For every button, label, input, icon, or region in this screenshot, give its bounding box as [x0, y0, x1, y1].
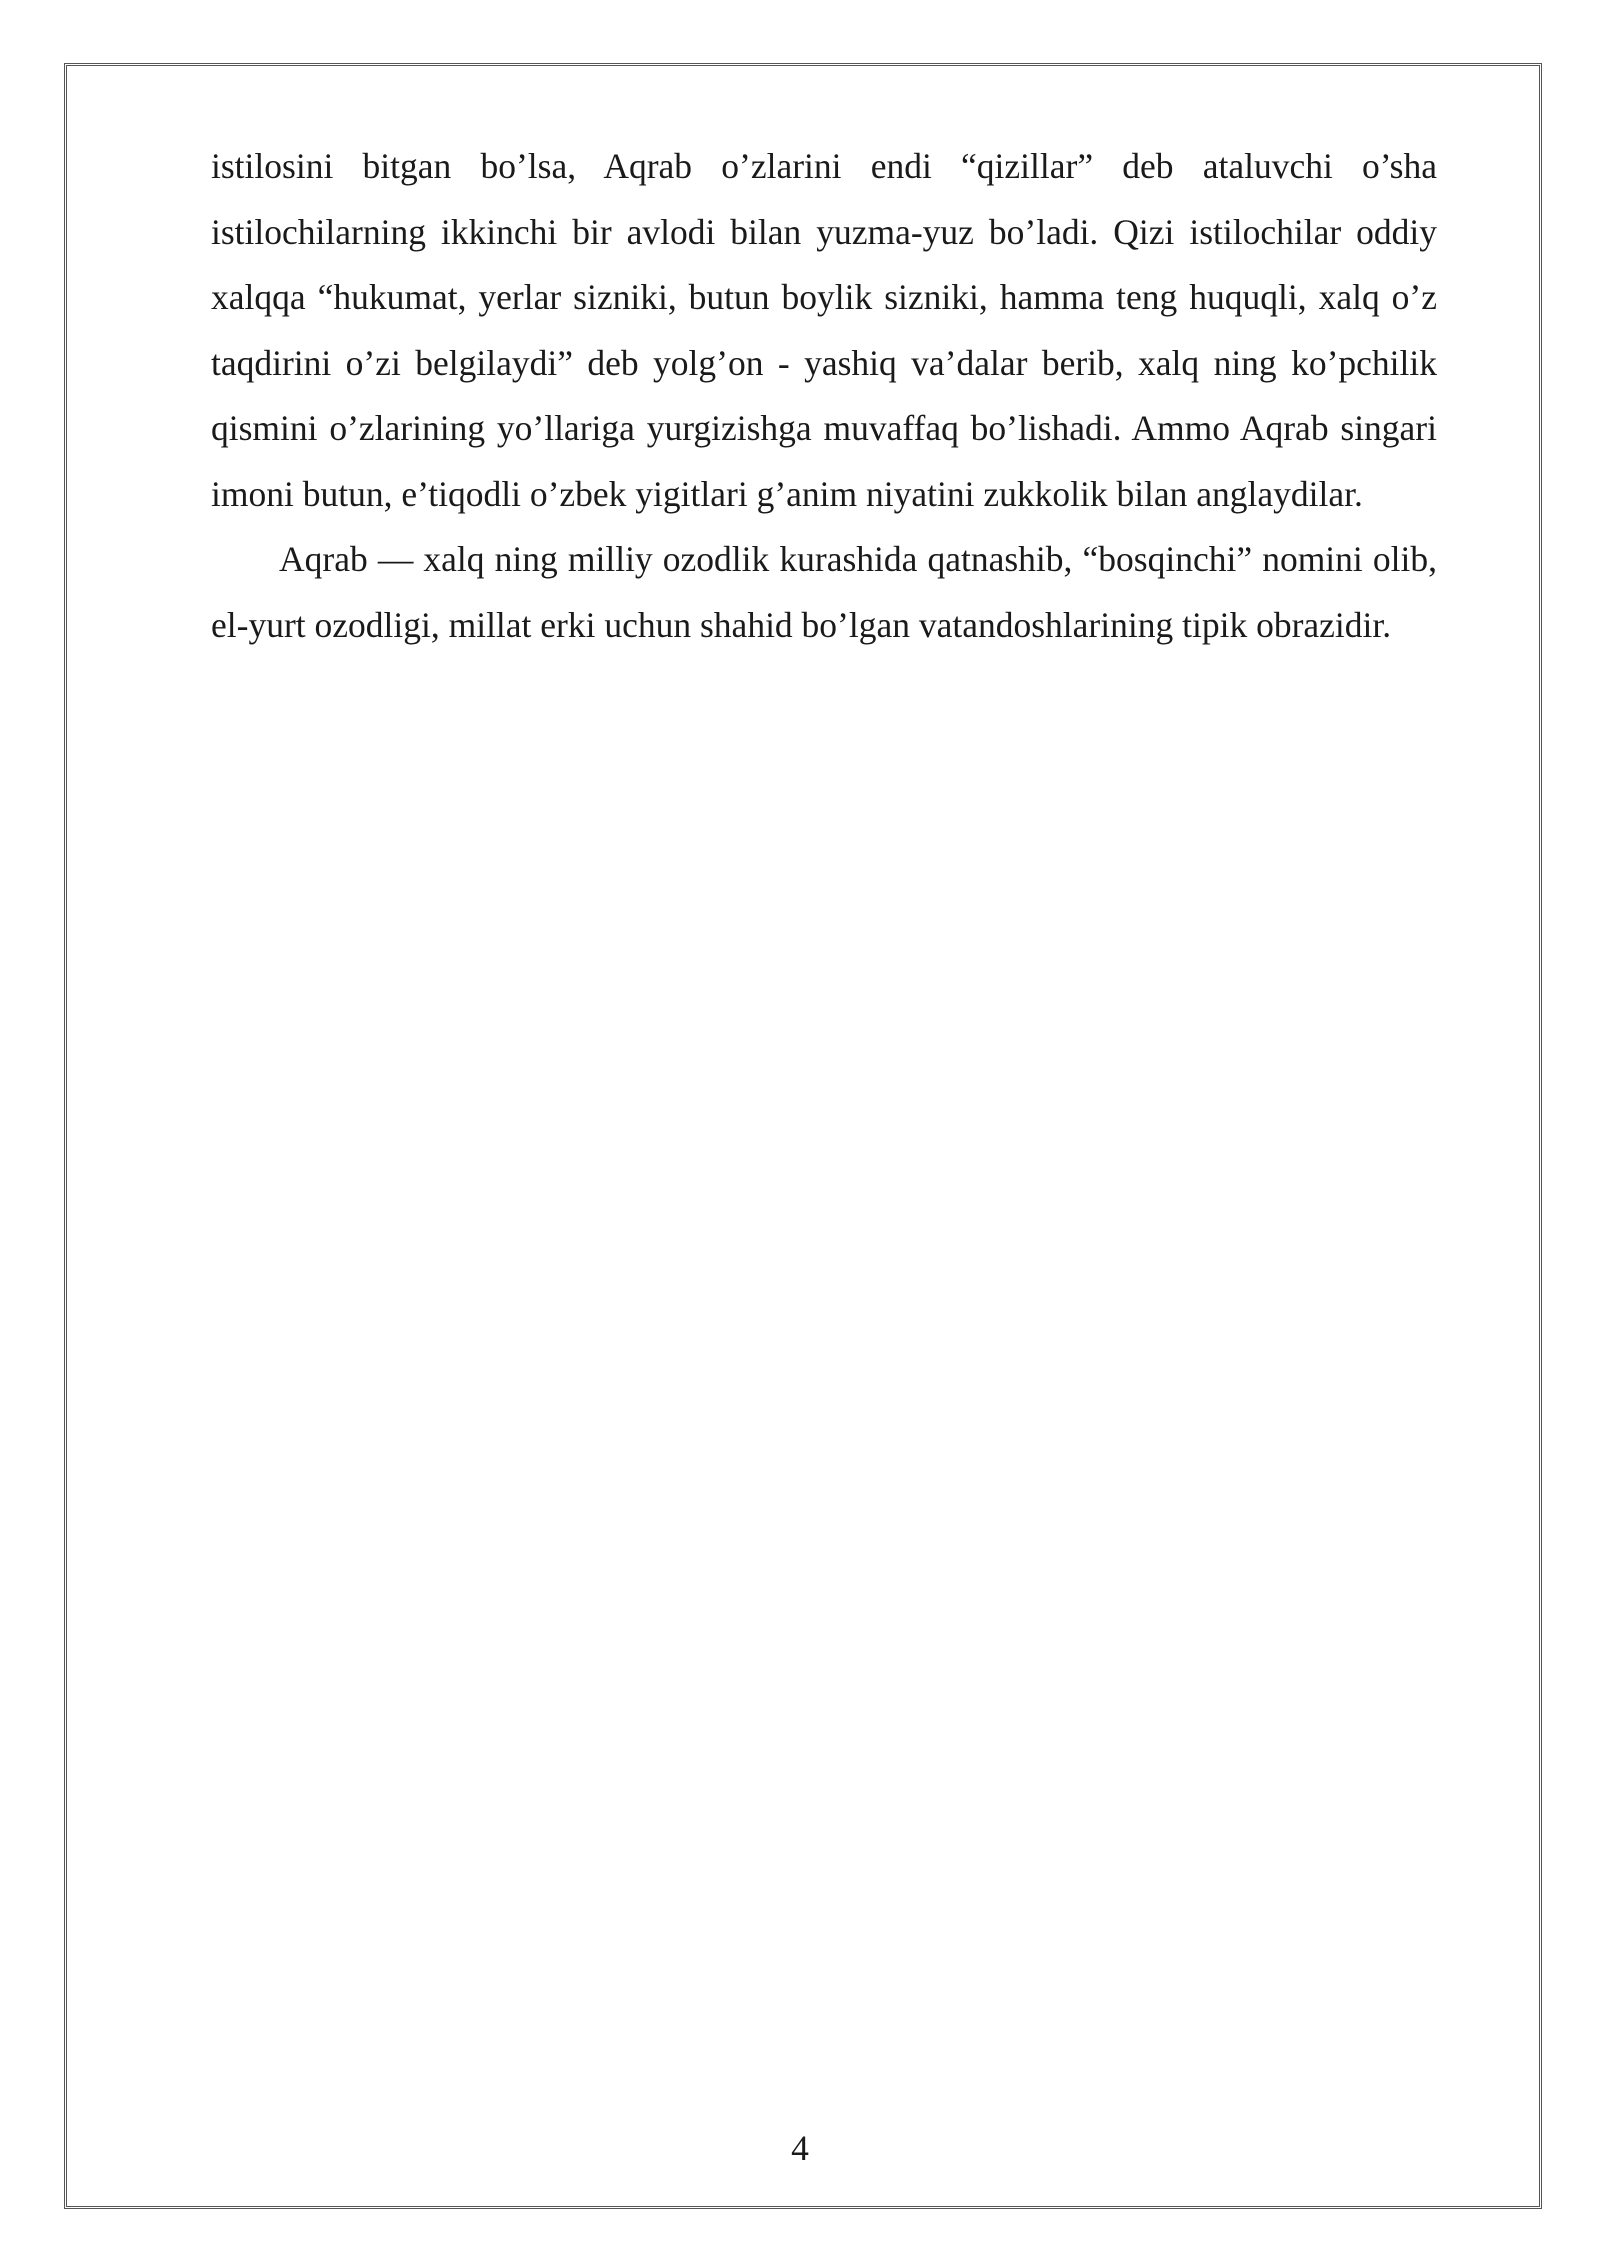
document-body: [211, 134, 1437, 658]
page-number: 4: [791, 2128, 809, 2168]
paragraph-continuation: istilosini bitgan bo’lsa, Aqrab o’zlarini endi “qizillar” deb ataluvchi o’sha istilochilarning ikkinchi bir avlodi bilan yuzma-yuz bo’ladi. Qizi istilochilar oddiy xalqqa “hukumat, yerlar sizniki, butun boylik sizniki, hamma teng huquqli, xalq o’z taqdirini o’zi belgilaydi” deb yolg’on - yashiq va’dalar berib, xalq ning ko’pchilik qismini o’zlarining yo’llariga yurgizishga muvaffaq bo’lishadi. Ammo Aqrab singari imoni butun, e’tiqodli o’zbek yigitlari g’anim niyatini zukkolik bilan anglaydilar.: [211, 146, 1437, 514]
paragraph-aqrab-summary: Aqrab — xalq ning milliy ozodlik kurashida qatnashib, “bosqinchi” nomini olib, el-yurt ozodligi, millat erki uchun shahid bo’lgan vatandoshlarining tipik obrazidir.: [211, 539, 1437, 645]
